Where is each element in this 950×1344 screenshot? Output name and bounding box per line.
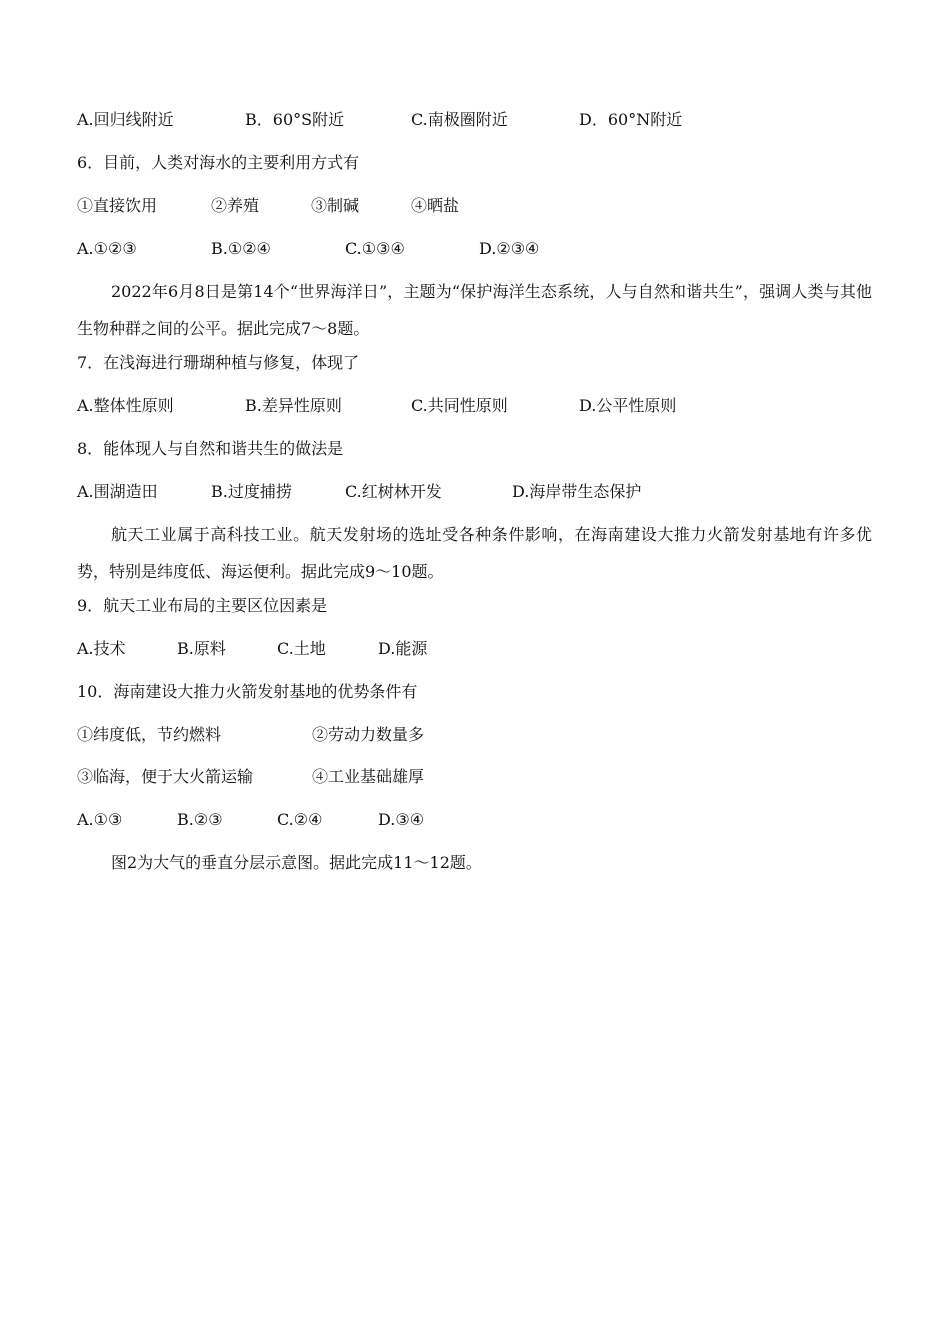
- q10-option-a: A.①③: [77, 810, 123, 829]
- q6-option-b: B.①②④: [211, 239, 271, 258]
- q10-item: ②劳动力数量多: [312, 725, 425, 744]
- q5-option-a: A.回归线附近: [77, 110, 174, 129]
- q10-item: ①纬度低，节约燃料: [77, 725, 222, 744]
- q5-option-c: C.南极圈附近: [411, 110, 508, 129]
- q6-item: ②养殖: [211, 196, 260, 215]
- q10-option-c: C.②④: [277, 810, 323, 829]
- q6-item: ④晒盐: [411, 196, 460, 215]
- q6-item: ①直接饮用: [77, 196, 158, 215]
- q7-option-a: A.整体性原则: [77, 396, 174, 415]
- q10-item: ④工业基础雄厚: [312, 767, 425, 786]
- q8-stem: 8．能体现人与自然和谐共生的做法是: [77, 439, 344, 458]
- q7-option-b: B.差异性原则: [245, 396, 342, 415]
- q10-option-d: D.③④: [378, 810, 425, 829]
- q5-option-b: B．60°S附近: [245, 110, 345, 129]
- q9-option-d: D.能源: [378, 639, 428, 658]
- q10-stem: 10．海南建设大推力火箭发射基地的优势条件有: [77, 682, 418, 701]
- q6-option-a: A.①②③: [77, 239, 137, 258]
- q9-option-a: A.技术: [77, 639, 126, 658]
- passage-world-ocean-day: 2022年6月8日是第14个“世界海洋日”，主题为“保护海洋生态系统，人与自然和谐共生”，强调人类与其他生物种群之间的公平。据此完成7～8题。: [77, 282, 872, 338]
- q7-stem: 7．在浅海进行珊瑚种植与修复，体现了: [77, 353, 360, 372]
- q7-option-d: D.公平性原则: [579, 396, 677, 415]
- q6-stem: 6．目前，人类对海水的主要利用方式有: [77, 153, 360, 172]
- q7-option-c: C.共同性原则: [411, 396, 508, 415]
- q10-option-b: B.②③: [177, 810, 223, 829]
- q5-option-d: D．60°N附近: [579, 110, 683, 129]
- q8-option-b: B.过度捕捞: [211, 482, 292, 501]
- q8-option-c: C.红树林开发: [345, 482, 442, 501]
- q8-option-d: D.海岸带生态保护: [512, 482, 642, 501]
- q9-option-b: B.原料: [177, 639, 226, 658]
- q10-item: ③临海，便于大火箭运输: [77, 767, 254, 786]
- q6-option-d: D.②③④: [479, 239, 540, 258]
- q9-option-c: C.土地: [277, 639, 326, 658]
- q9-stem: 9．航天工业布局的主要区位因素是: [77, 596, 328, 615]
- q8-option-a: A.围湖造田: [77, 482, 158, 501]
- passage-aerospace-industry: 航天工业属于高科技工业。航天发射场的选址受各种条件影响，在海南建设大推力火箭发射基地有许多优势，特别是纬度低、海运便利。据此完成9～10题。: [77, 525, 872, 581]
- passage-atmosphere-figure: 图2为大气的垂直分层示意图。据此完成11～12题。: [111, 853, 482, 872]
- q6-item: ③制碱: [311, 196, 360, 215]
- q6-option-c: C.①③④: [345, 239, 405, 258]
